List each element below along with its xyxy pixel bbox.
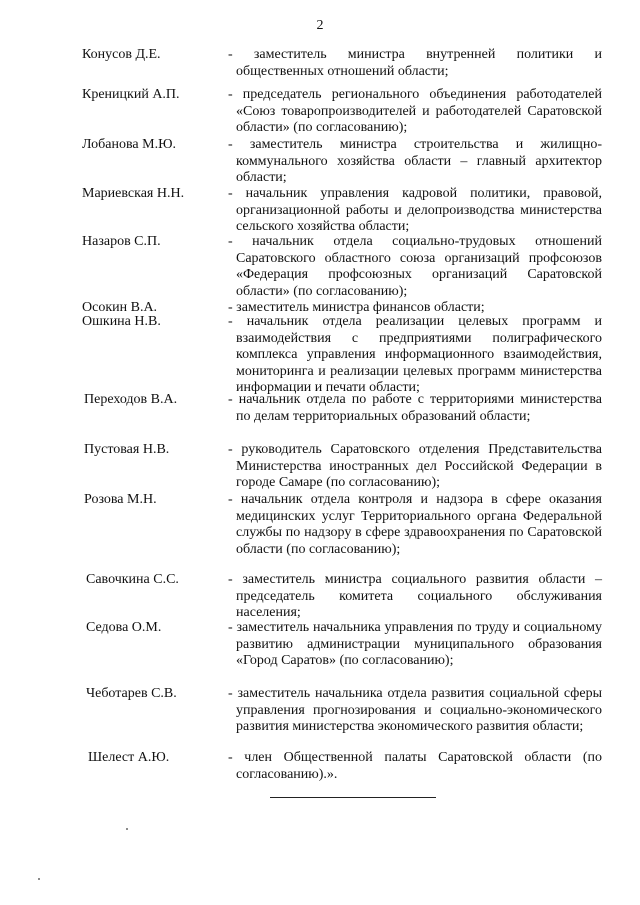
- member-role: - начальник отдела контроля и надзора в сфере оказания медицинских услуг Территориального органа Федеральной службы по надзору в сфере здравоохранения по Саратовской области (по согласованию);: [228, 492, 602, 557]
- member-name: Розова М.Н.: [84, 492, 157, 507]
- member-role: - заместитель начальника отдела развития социальной сферы управления прогнозирования и социально-экономического развития министерства экономического развития области;: [228, 686, 602, 734]
- member-role: - руководитель Саратовского отделения Представительства Министерства иностранных дел Российской Федерации в городе Самаре (по согласованию);: [228, 442, 602, 490]
- member-role: - член Общественной палаты Саратовской области (по согласованию).».: [228, 750, 602, 782]
- member-name: Конусов Д.Е.: [82, 47, 161, 62]
- list-item: [0, 87, 640, 137]
- member-role: - начальник управления кадровой политики, правовой, организационной работы и делопроизводства министерства сельского хозяйства области;: [228, 186, 602, 234]
- list-item: [0, 314, 640, 395]
- member-name: Осокин В.А.: [82, 300, 158, 315]
- member-name: Мариевская Н.Н.: [82, 186, 185, 201]
- separator-line: [270, 797, 436, 798]
- list-item: [0, 750, 640, 786]
- member-role: - начальник отдела реализации целевых программ и взаимодействия с предприятиями полиграфического комплекса управления информационного взаимодействия, мониторинга и реализации целевых программ министерства информации и печати области;: [228, 314, 602, 395]
- member-name: Назаров С.П.: [82, 234, 161, 249]
- members-list: [0, 47, 640, 786]
- list-item: [0, 137, 640, 186]
- member-role: - заместитель министра финансов области;: [228, 300, 485, 315]
- member-role: - начальник отдела по работе с территориями министерства по делам территориальных образований области;: [228, 392, 602, 424]
- member-name: Пустовая Н.В.: [84, 442, 170, 457]
- member-role: - заместитель министра строительства и жилищно-коммунального хозяйства области – главный архитектор области;: [228, 137, 602, 185]
- list-item: [0, 300, 640, 314]
- list-item: [0, 234, 640, 300]
- member-role: - начальник отдела социально-трудовых отношений Саратовского областного союза организаций профсоюзов «Федерация профсоюзных организаций Саратовской области» (по согласованию);: [228, 234, 602, 299]
- list-item: [0, 572, 640, 620]
- member-name: Шелест А.Ю.: [88, 750, 170, 765]
- member-role: - заместитель министра внутренней политики и общественных отношений области;: [228, 47, 602, 79]
- member-name: Чеботарев С.В.: [86, 686, 177, 701]
- member-role: - председатель регионального объединения работодателей «Союз товаропроизводителей и работодателей Саратовской области» (по согласованию);: [228, 87, 602, 135]
- scan-speck: [38, 878, 40, 880]
- list-item: [0, 492, 640, 572]
- list-item: [0, 686, 640, 750]
- list-item: [0, 186, 640, 234]
- list-item: [0, 620, 640, 686]
- member-name: Переходов В.А.: [84, 392, 178, 407]
- page-number: 2: [316, 18, 324, 33]
- member-name: Ошкина Н.В.: [82, 314, 161, 329]
- member-name: Лобанова М.Ю.: [82, 137, 176, 152]
- member-name: Креницкий А.П.: [82, 87, 180, 102]
- member-name: Седова О.М.: [86, 620, 162, 635]
- member-role: - заместитель начальника управления по труду и социальному развитию администрации муниципального образования «Город Саратов» (по согласованию);: [228, 620, 602, 668]
- list-item: [0, 442, 640, 492]
- list-item: [0, 47, 640, 87]
- scan-speck: [126, 828, 128, 830]
- member-role: - заместитель министра социального развития области – председатель комитета социального обслуживания населения;: [228, 572, 602, 620]
- member-name: Савочкина С.С.: [86, 572, 179, 587]
- list-item: [0, 392, 640, 442]
